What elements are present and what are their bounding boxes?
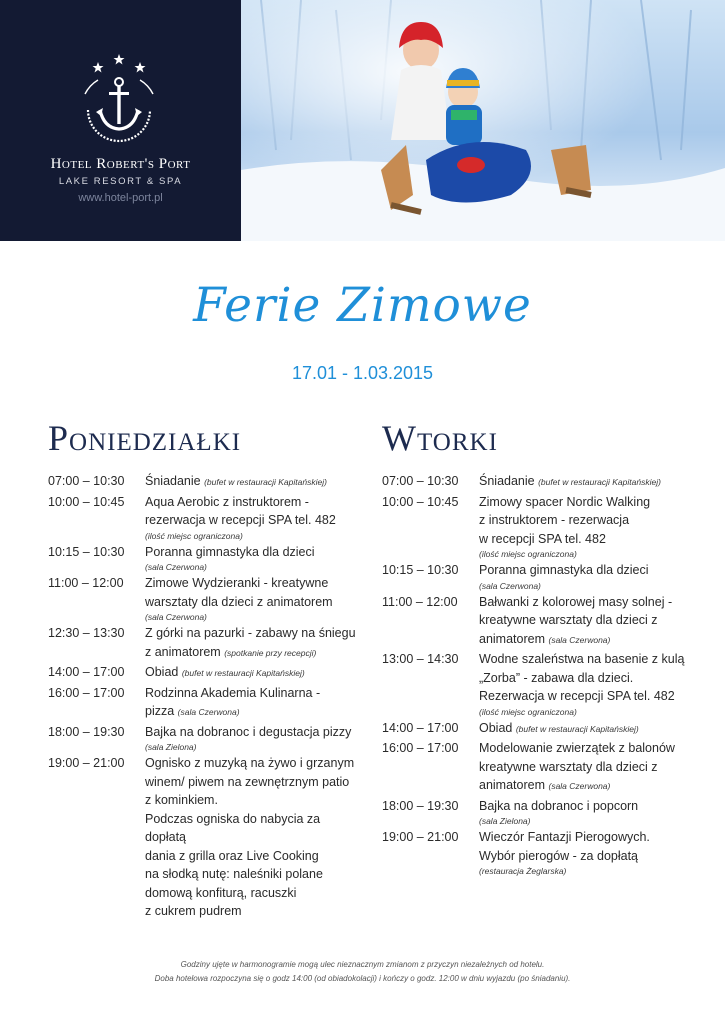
- entry-note: (bufet w restauracji Kapitańskiej): [204, 477, 327, 487]
- schedule-entry: [48, 543, 358, 574]
- entry-time: 11:00 – 12:00: [382, 594, 458, 609]
- entry-line: [479, 847, 702, 866]
- entry-text: Poranna gimnastyka dla dzieci: [479, 563, 649, 577]
- entry-line: [145, 754, 358, 773]
- entry-line: [145, 472, 358, 492]
- entry-line: [145, 810, 358, 847]
- schedule-entry: [382, 472, 702, 492]
- entry-description: [145, 684, 358, 722]
- entry-note: (sala Zielona): [479, 816, 531, 826]
- entry-line: [145, 702, 358, 722]
- entry-text: Rezerwacja w recepcji SPA tel. 482: [479, 689, 675, 703]
- schedule-entry: [382, 828, 702, 877]
- entry-time: 19:00 – 21:00: [382, 830, 459, 844]
- entry-line: [145, 902, 358, 921]
- entry-time: 16:00 – 17:00: [382, 741, 459, 755]
- entry-description: [479, 493, 702, 561]
- schedule-entry: [48, 684, 358, 722]
- schedule-tuesday: [382, 416, 702, 878]
- entry-note: (bufet w restauracji Kapitańskiej): [515, 723, 639, 734]
- entry-time: 07:00 – 10:30: [382, 474, 459, 488]
- entry-note: (sala Czerwona): [177, 707, 240, 717]
- entry-text: na słodką nutę: naleśniki polane: [145, 867, 323, 881]
- entry-text: „Zorba” - zabawa dla dzieci.: [479, 670, 634, 685]
- entry-time: 11:00 – 12:00: [48, 576, 124, 590]
- entry-note: (bufet w restauracji Kapitańskiej): [538, 477, 661, 487]
- entry-time: 12:30 – 13:30: [48, 626, 125, 640]
- schedule-entry: [382, 493, 702, 561]
- hotel-subtitle: LAKE RESORT & SPA: [58, 176, 183, 187]
- entry-line: [479, 797, 702, 816]
- header-photo: [241, 0, 725, 241]
- entry-description: [479, 739, 702, 796]
- entry-time: 10:15 – 10:30: [382, 563, 459, 577]
- entry-text: pizza: [145, 704, 175, 718]
- footer-notes: [0, 958, 725, 986]
- schedule-entries: [48, 472, 358, 921]
- event-dates: 17.01 - 1.03.2015: [291, 363, 434, 383]
- entry-note: (bufet w restauracji Kapitańskiej): [181, 668, 305, 678]
- entry-note: (sala Czerwona): [548, 781, 611, 791]
- entry-description: [145, 624, 358, 662]
- entry-text: z kominkiem.: [145, 793, 218, 807]
- entry-line: [479, 530, 702, 549]
- entry-text: Aqua Aerobic z instruktorem -: [145, 494, 309, 509]
- entry-note: (sala Czerwona): [145, 562, 207, 572]
- schedule-entries: [382, 472, 702, 877]
- entry-description: [145, 493, 358, 542]
- schedule-entry: [382, 797, 702, 828]
- schedule-entry: [382, 650, 702, 718]
- schedule-entry: [382, 561, 702, 592]
- entry-text: Zimowy spacer Nordic Walking: [479, 494, 651, 509]
- entry-text: z instruktorem - rezerwacja: [479, 513, 630, 527]
- entry-line: [145, 773, 358, 792]
- entry-description: [145, 543, 358, 574]
- entry-description: [145, 754, 358, 921]
- entry-time: 10:00 – 10:45: [48, 494, 125, 509]
- entry-text: animatorem: [479, 778, 545, 792]
- entry-text: animatorem: [479, 631, 545, 646]
- entry-line: [145, 723, 358, 742]
- entry-description: [145, 723, 358, 754]
- entry-line: [145, 574, 358, 593]
- hotel-name: Hotel Robert's Port: [50, 156, 191, 172]
- entry-line: [145, 791, 358, 810]
- entry-line: [479, 650, 702, 669]
- entry-description: [479, 593, 702, 650]
- entry-text: Wybór pierogów - za dopłatą: [479, 848, 638, 863]
- entry-line: [145, 493, 358, 512]
- entry-note: (ilość miejsc ograniczona): [479, 706, 577, 717]
- entry-time: 13:00 – 14:30: [382, 652, 459, 666]
- entry-note: (sala Czerwona): [479, 580, 541, 591]
- entry-line: [145, 884, 358, 903]
- entry-text: Bałwanki z kolorowej masy solnej -: [479, 594, 673, 609]
- entry-text: Ognisko z muzyką na żywo i grzanym: [145, 756, 355, 770]
- entry-text: Śniadanie: [145, 474, 201, 488]
- entry-description: [479, 561, 702, 592]
- entry-text: z animatorem: [145, 644, 221, 659]
- winter-sledding-photo: [241, 0, 725, 241]
- schedule-entry: [48, 574, 358, 623]
- schedule-entry: [48, 754, 358, 921]
- footer-line: Godziny ujęte w harmonogramie mogą ulec nieznacznym zmianom z przyczyn niezależnych od hotelu.: [180, 960, 545, 969]
- entry-line: [145, 511, 358, 530]
- entry-text: Z górki na pazurki - zabawy na śniegu: [145, 626, 356, 640]
- entry-time: 16:00 – 17:00: [48, 685, 125, 700]
- entry-time: 14:00 – 17:00: [382, 720, 459, 735]
- entry-time: 10:00 – 10:45: [382, 494, 459, 509]
- entry-note: (sala Czerwona): [548, 634, 611, 645]
- entry-note: (sala Zielona): [145, 742, 197, 752]
- entry-description: [145, 663, 358, 683]
- entry-line: [479, 669, 702, 688]
- entry-time: 19:00 – 21:00: [48, 756, 125, 770]
- entry-text: Rodzinna Akademia Kulinarna -: [145, 685, 321, 700]
- entry-text: Obiad: [145, 665, 179, 679]
- entry-line: [479, 511, 702, 530]
- schedule-entry: [48, 723, 358, 754]
- entry-line: [479, 776, 702, 796]
- schedule-entry: [382, 739, 702, 796]
- entry-line: [479, 719, 702, 739]
- entry-text: winem/ piwem na zewnętrznym patio: [145, 774, 350, 789]
- entry-description: [479, 719, 702, 739]
- schedule-entry: [382, 719, 702, 739]
- schedule-entry: [48, 493, 358, 542]
- entry-line: [479, 493, 702, 512]
- entry-text: Poranna gimnastyka dla dzieci: [145, 544, 315, 559]
- entry-line: [145, 847, 358, 866]
- entry-text: w recepcji SPA tel. 482: [479, 531, 606, 546]
- entry-text: warsztaty dla dzieci z animatorem: [145, 594, 333, 609]
- page-title: Ferie Zimowe: [193, 278, 532, 333]
- entry-description: [479, 828, 702, 877]
- entry-time: 18:00 – 19:30: [382, 798, 459, 813]
- entry-line: [479, 739, 702, 758]
- entry-note: (spotkanie przy recepcji): [224, 647, 317, 658]
- entry-text: Modelowanie zwierzątek z balonów: [479, 741, 675, 755]
- entry-line: [479, 630, 702, 650]
- entry-text: Bajka na dobranoc i degustacja pizzy: [145, 724, 352, 739]
- entry-note: (sala Czerwona): [145, 612, 207, 622]
- schedule-monday: [48, 416, 358, 922]
- entry-text: dania z grilla oraz Live Cooking: [145, 848, 319, 863]
- entry-line: [145, 624, 358, 643]
- day-heading: Poniedziałki: [48, 418, 242, 458]
- entry-line: [479, 472, 702, 492]
- entry-line: [145, 684, 358, 703]
- anchor-logo-icon: [76, 52, 162, 144]
- entry-time: 10:15 – 10:30: [48, 544, 125, 559]
- entry-text: kreatywne warsztaty dla dzieci z: [479, 613, 658, 627]
- entry-text: Bajka na dobranoc i popcorn: [479, 798, 639, 813]
- entry-line: [479, 687, 702, 706]
- entry-time: 07:00 – 10:30: [48, 474, 125, 488]
- entry-note: (restauracja Żeglarska): [479, 866, 567, 876]
- day-heading: Wtorki: [382, 418, 498, 458]
- entry-text: Podczas ogniska do nabycia za dopłatą: [145, 811, 321, 844]
- schedule-entry: [48, 663, 358, 683]
- entry-description: [479, 472, 702, 492]
- entry-note: (ilość miejsc ograniczona): [145, 530, 243, 541]
- schedule-entry: [48, 624, 358, 662]
- entry-description: [479, 797, 702, 828]
- entry-text: Wodne szaleństwa na basenie z kulą: [479, 652, 685, 666]
- header: [0, 0, 725, 241]
- entry-line: [479, 611, 702, 630]
- entry-line: [479, 561, 702, 580]
- entry-text: kreatywne warsztaty dla dzieci z: [479, 759, 658, 774]
- entry-description: [145, 574, 358, 623]
- entry-line: [145, 543, 358, 562]
- entry-time: 18:00 – 19:30: [48, 724, 125, 739]
- entry-text: Wieczór Fantazji Pierogowych.: [479, 830, 650, 844]
- entry-text: rezerwacja w recepcji SPA tel. 482: [145, 513, 336, 527]
- entry-line: [479, 758, 702, 777]
- schedule-entry: [48, 472, 358, 492]
- entry-text: z cukrem pudrem: [145, 904, 242, 918]
- entry-text: Śniadanie: [479, 474, 535, 488]
- entry-line: [145, 663, 358, 683]
- entry-line: [145, 593, 358, 612]
- entry-text: Obiad: [479, 720, 513, 735]
- entry-line: [479, 828, 702, 847]
- entry-line: [479, 593, 702, 612]
- entry-description: [145, 472, 358, 492]
- hotel-website[interactable]: www.hotel-port.pl: [78, 192, 163, 204]
- entry-note: (ilość miejsc ograniczona): [479, 549, 577, 559]
- entry-line: [145, 865, 358, 884]
- entry-line: [145, 643, 358, 663]
- schedule-entry: [382, 593, 702, 650]
- entry-text: domową konfiturą, racuszki: [145, 885, 297, 900]
- footer-line: Doba hotelowa rozpoczyna się o godz 14:00 (od obiadokolacji) i kończy o godz. 12:00 w dniu wyjazdu (po śniadaniu).: [154, 974, 571, 983]
- entry-text: Zimowe Wydzieranki - kreatywne: [145, 576, 329, 590]
- entry-time: 14:00 – 17:00: [48, 665, 125, 679]
- hotel-logo-panel: [0, 0, 241, 241]
- entry-description: [479, 650, 702, 718]
